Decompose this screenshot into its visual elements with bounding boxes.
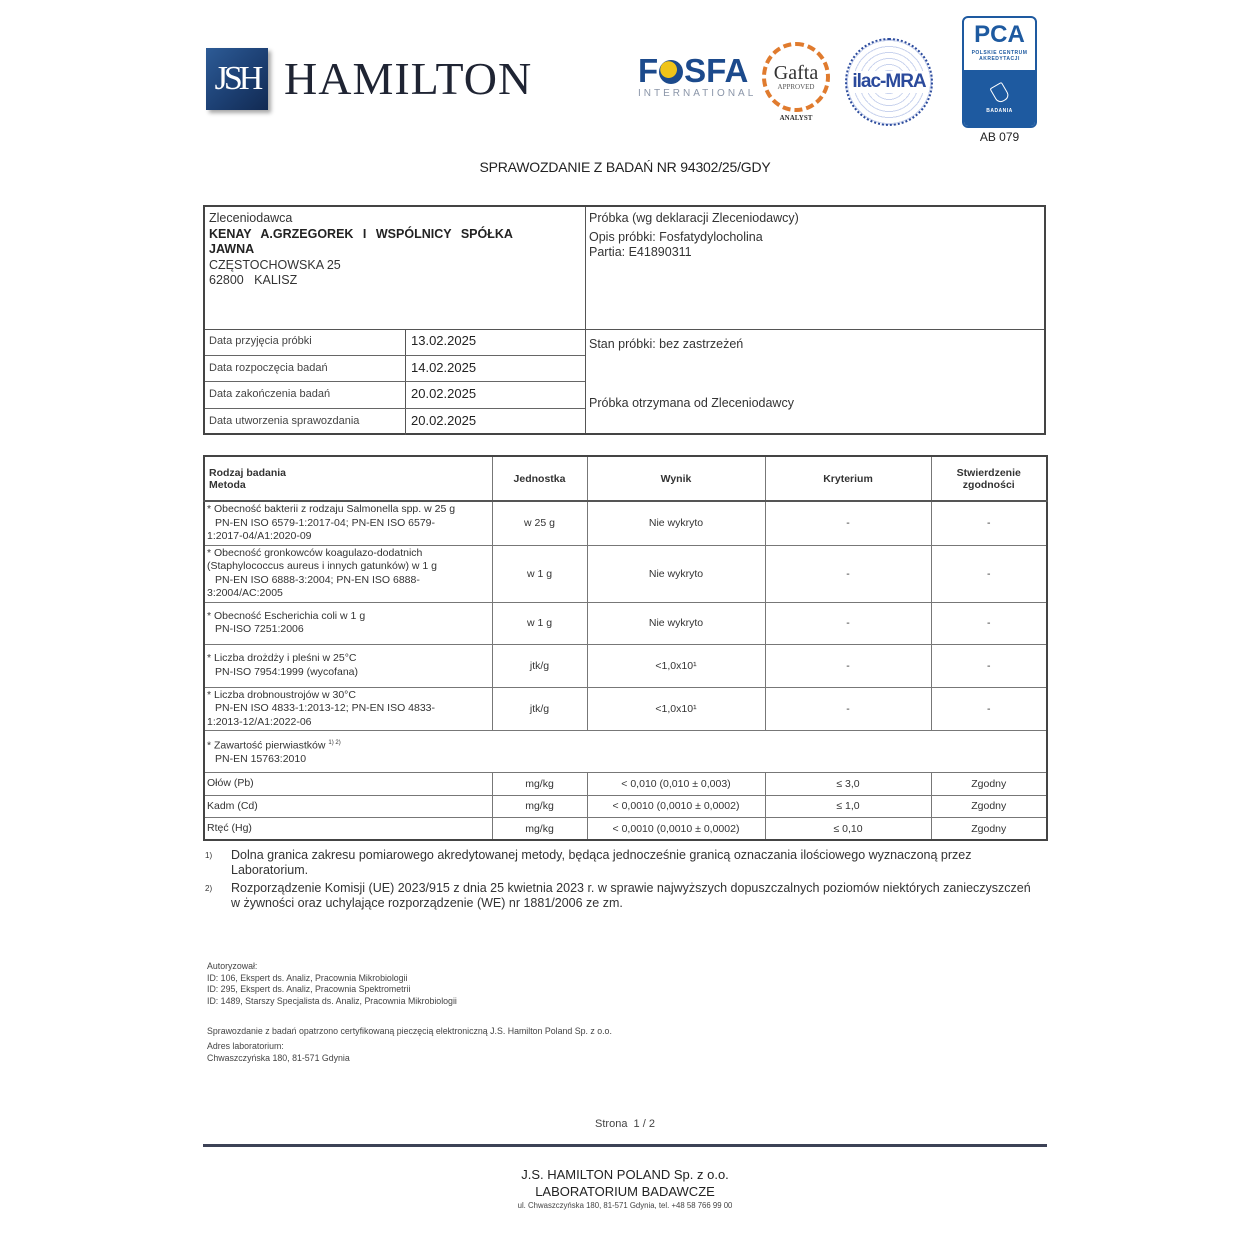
sample-batch: Partia: E41890311: [589, 245, 692, 259]
date-label: Data rozpoczęcia badań: [205, 356, 406, 382]
divider: [585, 207, 586, 433]
footer-divider: [203, 1144, 1047, 1147]
header-test: [204, 456, 492, 501]
date-label: Data przyjęcia próbki: [205, 329, 406, 355]
report-title: SPRAWOZDANIE Z BADAŃ NR 94302/25/GDY: [479, 159, 771, 175]
header-result: Wynik: [587, 456, 765, 501]
footnote: [205, 848, 1035, 878]
table-row: [204, 773, 1047, 796]
result-cell: < 0,010 (0,010 ± 0,003): [587, 773, 765, 796]
footnote-number: 2): [205, 884, 213, 893]
seal-note: Sprawozdanie z badań opatrzono certyfikowaną pieczęcią elektroniczną J.S. Hamilton Poland Sp. z o.o.: [207, 1026, 612, 1036]
conformity-cell: Zgodny: [931, 818, 1047, 841]
result-cell: < 0,0010 (0,0010 ± 0,0002): [587, 795, 765, 818]
date-label: Data zakończenia badań: [205, 382, 406, 408]
date-row: [205, 329, 585, 356]
pca-sub: POLSKIE CENTRUM AKREDYTACJI: [971, 50, 1028, 62]
client-block: [209, 211, 579, 289]
date-row: [205, 356, 585, 383]
test-line: * Liczba drożdży i pleśni w 25°C: [207, 652, 357, 664]
footnote-refs: 1) 2): [328, 739, 341, 746]
sample-block: [589, 211, 1039, 261]
lab-address-label: Adres laboratorium:: [207, 1040, 284, 1051]
date-value: 20.02.2025: [411, 386, 477, 401]
table-row: [204, 501, 1047, 545]
gafta-wheat-wreath-logo: [762, 42, 830, 112]
result-cell: Nie wykryto: [587, 545, 765, 602]
header-conformity: [931, 456, 1047, 501]
client-name-line1: KENAY A.GRZEGOREK I WSPÓLNICY SPÓŁKA: [209, 226, 513, 241]
dates-table: [205, 329, 585, 435]
date-value: 14.02.2025: [411, 359, 477, 375]
conformity-cell: -: [931, 602, 1047, 644]
test-method: PN-EN ISO 4833-1:2013-12; PN-EN ISO 4833-: [215, 702, 436, 714]
conformity-cell: -: [931, 687, 1047, 731]
table-row: [204, 602, 1047, 644]
authorization-label: Autoryzował:: [207, 961, 258, 971]
conformity-cell: -: [931, 501, 1047, 545]
client-street: CZĘSTOCHOWSKA 25: [209, 257, 341, 272]
table-row: [204, 795, 1047, 818]
seal-block: [207, 1025, 612, 1065]
test-name: [204, 687, 492, 731]
header-criterion: Kryterium: [765, 456, 931, 501]
client-name-line2: JAWNA: [209, 242, 255, 256]
criterion-cell: ≤ 1,0: [765, 795, 931, 818]
unit-cell: jtk/g: [492, 644, 587, 687]
page-footer: [0, 1166, 1250, 1210]
date-row: [205, 409, 585, 436]
test-line: * Obecność Escherichia coli w 1 g: [207, 609, 366, 622]
test-name: [204, 545, 492, 602]
result-cell: Nie wykryto: [587, 501, 765, 545]
gafta-caption: ANALYST: [779, 114, 813, 122]
conformity-cell: -: [931, 644, 1047, 687]
pca-label: BADANIA: [986, 108, 1013, 114]
element-name: Rtęć (Hg): [204, 818, 492, 841]
header-unit: Jednostka: [492, 456, 587, 501]
authorizer: ID: 295, Ekspert ds. Analiz, Pracownia Spektrometrii: [207, 984, 411, 994]
table-row: [204, 644, 1047, 687]
fosfa-logo: [638, 52, 757, 99]
authorization-block: [207, 961, 457, 1007]
lab-address: Chwaszczyńska 180, 81-571 Gdynia: [207, 1053, 350, 1063]
authorizer: ID: 1489, Starszy Specjalista ds. Analiz, Pracownia Mikrobiologii: [207, 995, 457, 1006]
criterion-cell: ≤ 3,0: [765, 773, 931, 796]
test-method: PN-EN ISO 6888-3:2004; PN-EN ISO 6888-: [215, 573, 420, 586]
authorizer: ID: 106, Ekspert ds. Analiz, Pracownia Mikrobiologii: [207, 972, 408, 983]
footer-contact: ul. Chwaszczyńska 180, 81-571 Gdynia, tel. +48 58 766 99 00: [517, 1201, 733, 1210]
header-test-line2: Metoda: [209, 478, 246, 491]
gafta-name: Gafta: [773, 62, 819, 84]
footnote-text: Rozporządzenie Komisji (UE) 2023/915 z dnia 25 kwietnia 2023 r. w sprawie najwyższych dopuszczalnych poziomów niektórych zanieczyszczeń w żywności oraz uchylające rozporządzenie (WE) nr 1881/2006 ze zm.: [231, 881, 1031, 910]
accreditation-code: AB 079: [979, 130, 1020, 144]
result-cell: <1,0x10¹: [587, 644, 765, 687]
pca-name: PCA: [974, 21, 1025, 48]
pca-accreditation-badge: [962, 16, 1037, 128]
info-box: [203, 205, 1046, 435]
ilac-name: ilac-MRA: [852, 71, 926, 92]
client-city: 62800 KALISZ: [209, 273, 298, 287]
criterion-cell: ≤ 0,10: [765, 818, 931, 841]
page-number: Strona 1 / 2: [595, 1118, 655, 1130]
test-method: 1:2013-12/A1:2022-06: [207, 715, 312, 728]
date-value: 13.02.2025: [411, 333, 477, 348]
test-line: * Liczba drobnoustrojów w 30°C: [207, 688, 356, 701]
monogram-text: JSH: [214, 60, 260, 97]
test-method: 3:2004/AC:2005: [207, 587, 283, 599]
client-label: Zleceniodawca: [209, 211, 293, 225]
date-label: Data utworzenia sprawozdania: [205, 409, 406, 436]
test-name: [204, 602, 492, 644]
footnote-number: 1): [205, 851, 213, 860]
globe-icon: [659, 60, 683, 84]
unit-cell: w 25 g: [492, 501, 587, 545]
footer-company: J.S. HAMILTON POLAND Sp. z o.o.: [521, 1167, 729, 1182]
table-row: [204, 545, 1047, 602]
criterion-cell: -: [765, 501, 931, 545]
header-conformity-line1: Stwierdzenie: [956, 466, 1021, 479]
result-cell: Nie wykryto: [587, 602, 765, 644]
criterion-cell: -: [765, 545, 931, 602]
unit-cell: jtk/g: [492, 687, 587, 731]
unit-cell: mg/kg: [492, 795, 587, 818]
criterion-cell: -: [765, 687, 931, 731]
criterion-cell: -: [765, 644, 931, 687]
unit-cell: w 1 g: [492, 602, 587, 644]
sample-description: Opis próbki: Fosfatydylocholina: [589, 229, 763, 244]
jsh-monogram-logo: [206, 48, 268, 110]
conformity-cell: Zgodny: [931, 795, 1047, 818]
result-cell: < 0,0010 (0,0010 ± 0,0002): [587, 818, 765, 841]
group-method: PN-EN 15763:2010: [215, 752, 307, 765]
unit-cell: mg/kg: [492, 818, 587, 841]
footnote: [205, 881, 1035, 911]
criterion-cell: -: [765, 602, 931, 644]
elements-group: [204, 731, 1047, 773]
test-method: PN-ISO 7251:2006: [215, 623, 304, 635]
conformity-cell: -: [931, 545, 1047, 602]
flask-icon: [989, 82, 1010, 105]
sample-source: Próbka otrzymana od Zleceniodawcy: [589, 396, 794, 410]
date-value: 20.02.2025: [411, 412, 477, 428]
test-method: 1:2017-04/A1:2020-09: [207, 530, 312, 542]
result-cell: <1,0x10¹: [587, 687, 765, 731]
table-row: [204, 818, 1047, 841]
header-conformity-line2: zgodności: [962, 478, 1015, 491]
results-table: [203, 455, 1048, 841]
test-name: [204, 501, 492, 545]
sample-label: Próbka (wg deklaracji Zleceniodawcy): [589, 211, 799, 225]
unit-cell: w 1 g: [492, 545, 587, 602]
fosfa-wordmark: F SFA: [638, 52, 749, 89]
gafta-sub: APPROVED: [777, 83, 815, 91]
footnote-text: Dolna granica zakresu pomiarowego akredytowanej metody, będąca jednocześnie granicą oznaczania ilościowego wyznaczoną przez Laboratorium.: [231, 848, 972, 877]
fosfa-sub: INTERNATIONAL: [638, 88, 757, 99]
footnotes: [205, 848, 1035, 914]
results-header-row: [204, 456, 1047, 501]
element-name: Kadm (Cd): [204, 795, 492, 818]
test-method: PN-ISO 7954:1999 (wycofana): [215, 665, 358, 678]
sample-state: Stan próbki: bez zastrzeżeń: [589, 337, 744, 351]
test-name: [204, 644, 492, 687]
test-line: * Obecność bakterii z rodzaju Salmonella spp. w 25 g: [207, 503, 456, 515]
header-test-line1: Rodzaj badania: [209, 466, 287, 479]
footer-division: LABORATORIUM BADAWCZE: [535, 1184, 715, 1199]
ilac-mra-logo: [845, 38, 933, 126]
conformity-cell: Zgodny: [931, 773, 1047, 796]
elements-group-row: [204, 731, 1047, 773]
date-row: [205, 382, 585, 409]
table-row: [204, 687, 1047, 731]
group-title: * Zawartość pierwiastków: [207, 739, 326, 752]
test-line: * Obecność gronkowców koagulazo-dodatnich: [207, 546, 423, 559]
element-name: Ołów (Pb): [204, 773, 492, 796]
unit-cell: mg/kg: [492, 773, 587, 796]
test-method: PN-EN ISO 6579-1:2017-04; PN-EN ISO 6579-: [215, 516, 436, 529]
test-line: (Staphylococcus aureus i innych gatunków) w 1 g: [207, 560, 437, 572]
brand-name: HAMILTON: [284, 53, 533, 104]
